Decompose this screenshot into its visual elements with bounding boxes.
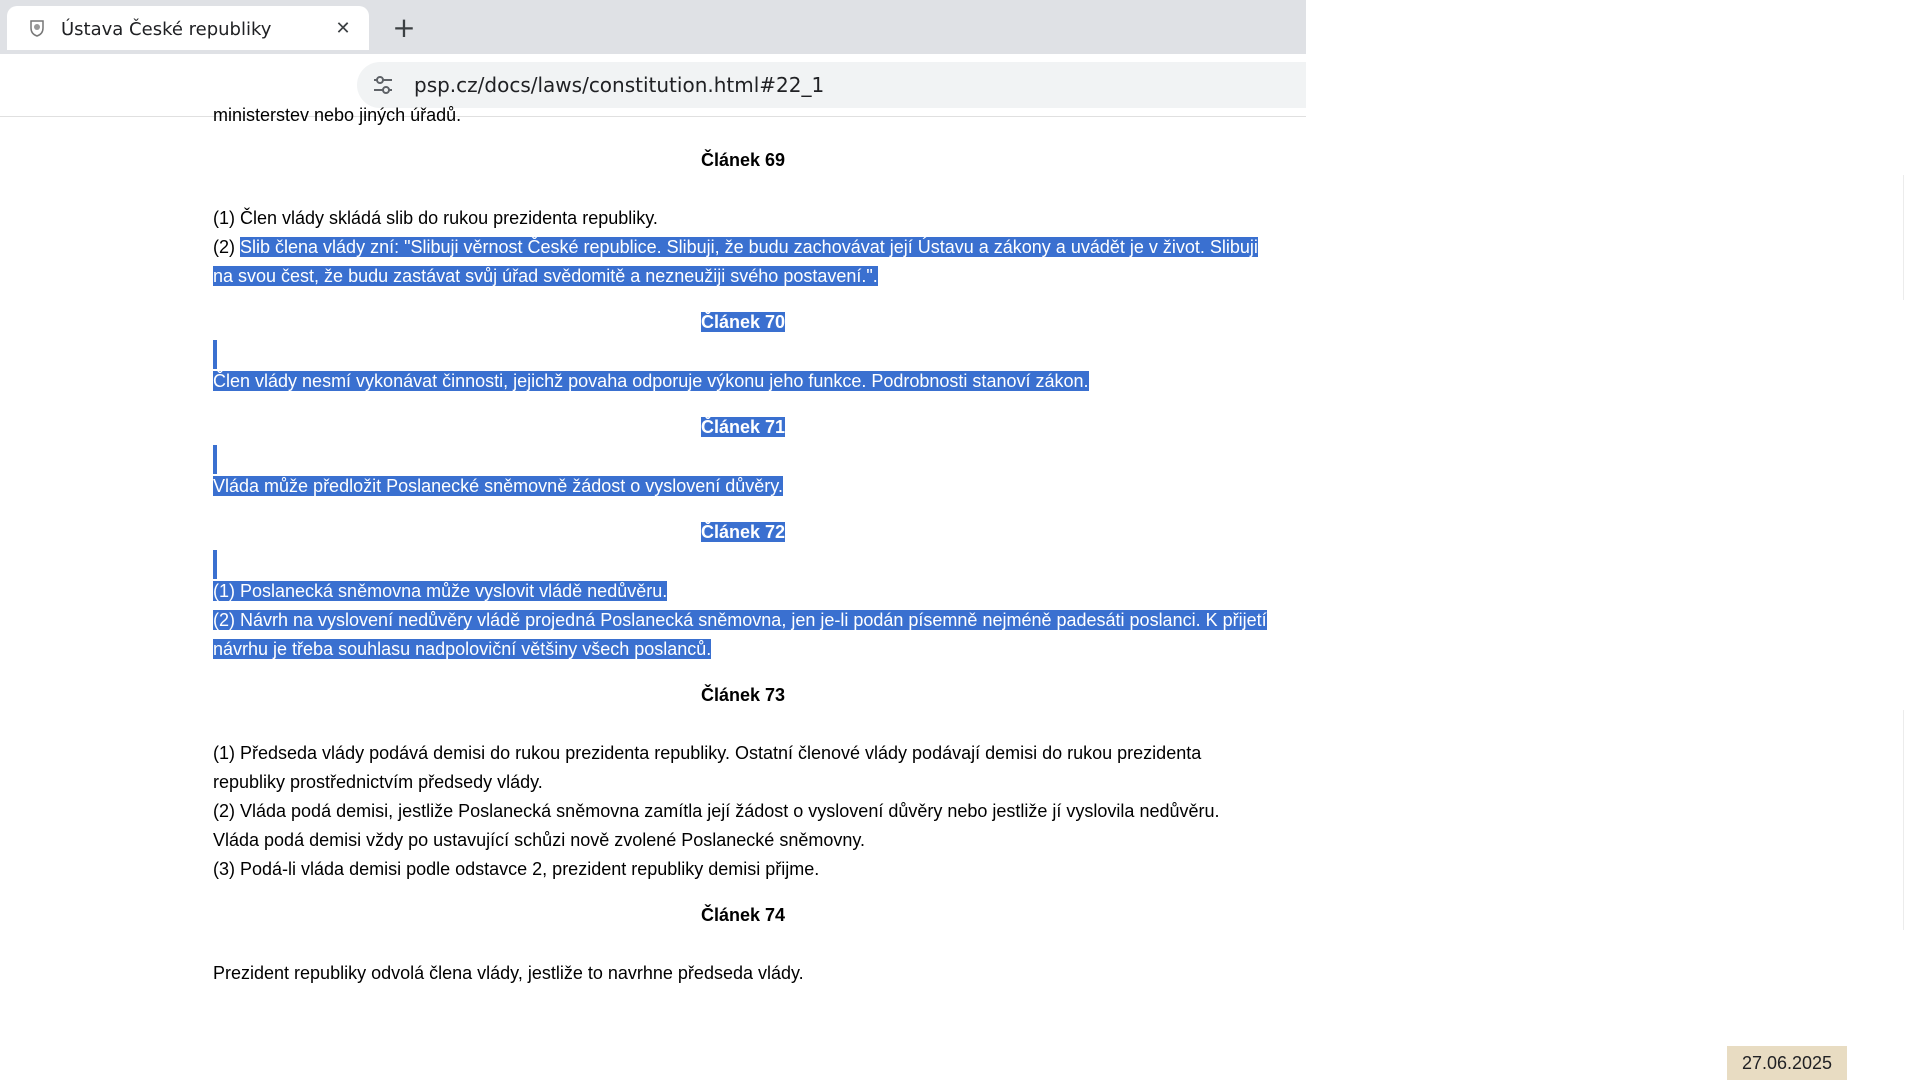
article-73-para-1: (1) Předseda vlády podává demisi do rukou prezidenta republiky. Ostatní členové vlády podávají demisi do rukou prezidenta <box>213 743 1202 763</box>
date-label: 27.06.2025 <box>1727 1046 1847 1080</box>
article-69-para-2 <box>213 233 1258 262</box>
selection-caret <box>213 340 217 369</box>
close-tab-icon[interactable]: ✕ <box>335 17 351 38</box>
article-71-heading <box>213 413 1273 442</box>
article-72-para-2-cont <box>213 635 711 664</box>
article-74-para: Prezident republiky odvolá člena vlády, jestliže to navrhne předseda vlády. <box>213 963 804 983</box>
address-bar[interactable] <box>357 62 1306 108</box>
page-viewport <box>0 105 1306 1080</box>
article-72-heading <box>213 518 1273 547</box>
article-73-para-3: (3) Podá-li vláda demisi podle odstavce 2, prezident republiky demisi přijme. <box>213 859 820 879</box>
article-74-heading: Článek 74 <box>700 905 786 925</box>
article-73-para-2-cont: Vláda podá demisi vždy po ustavující schůzi nově zvolené Poslanecké sněmovny. <box>213 830 866 850</box>
selected-text: Vláda může předložit Poslanecké sněmovně žádost o vyslovení důvěry. <box>213 476 783 496</box>
new-tab-button[interactable]: + <box>392 10 416 44</box>
selected-heading: Článek 71 <box>700 417 786 437</box>
article-69-heading: Článek 69 <box>700 150 786 170</box>
article-69-para-1: (1) Člen vlády skládá slib do rukou prezidenta republiky. <box>213 208 658 228</box>
article-72-para-1 <box>213 577 667 606</box>
selected-text: na svou čest, že budu zastávat svůj úřad svědomitě a nezneužiji svého postavení.". <box>213 266 878 286</box>
article-73-para-1-cont: republiky prostřednictvím předsedy vlády. <box>213 772 543 792</box>
article-73-heading: Článek 73 <box>700 685 786 705</box>
selected-text: Slib člena vlády zní: "Slibuji věrnost České republice. Slibuji, že budu zachovávat její Ústavu a zákony a uvádět je v život. Slibuji <box>240 237 1258 257</box>
article-73-para-2: (2) Vláda podá demisi, jestliže Poslanecká sněmovna zamítla její žádost o vyslovení důvěry nebo jestliže jí vyslovila nedůvěru. <box>213 801 1220 821</box>
para-number: (2) <box>213 237 240 257</box>
article-71-para <box>213 472 783 501</box>
scroll-edge <box>1903 710 1904 930</box>
selected-text: (1) Poslanecká sněmovna může vyslovit vládě nedůvěru. <box>213 581 668 601</box>
scroll-edge <box>1903 175 1904 300</box>
article-69-para-2-cont <box>213 262 878 291</box>
browser-toolbar <box>0 54 1306 117</box>
selected-heading: Článek 70 <box>700 312 786 332</box>
cut-paragraph: ministerstev nebo jiných úřadů. <box>213 105 462 125</box>
selection-caret <box>213 550 217 579</box>
tab-strip <box>0 0 1306 54</box>
article-70-para <box>213 367 1089 396</box>
selection-caret <box>213 445 217 474</box>
article-70-heading <box>213 308 1273 337</box>
coat-of-arms-icon <box>27 18 47 38</box>
selected-heading: Článek 72 <box>700 522 786 542</box>
selected-text: návrhu je třeba souhlasu nadpoloviční většiny všech poslanců. <box>213 639 712 659</box>
selected-text: (2) Návrh na vyslovení nedůvěry vládě projedná Poslanecká sněmovna, jen je-li podán písemně nejméně padesáti poslanci. K přijetí <box>213 610 1267 630</box>
tab-title: Ústava České republiky <box>61 19 272 40</box>
url-text[interactable]: psp.cz/docs/laws/constitution.html#22_1 <box>414 73 825 97</box>
selected-text: Člen vlády nesmí vykonávat činnosti, jejichž povaha odporuje výkonu jeho funkce. Podrobnosti stanoví zákon. <box>213 371 1089 391</box>
article-72-para-2 <box>213 606 1267 635</box>
site-settings-icon[interactable] <box>371 74 395 96</box>
tab-active[interactable] <box>7 6 369 50</box>
